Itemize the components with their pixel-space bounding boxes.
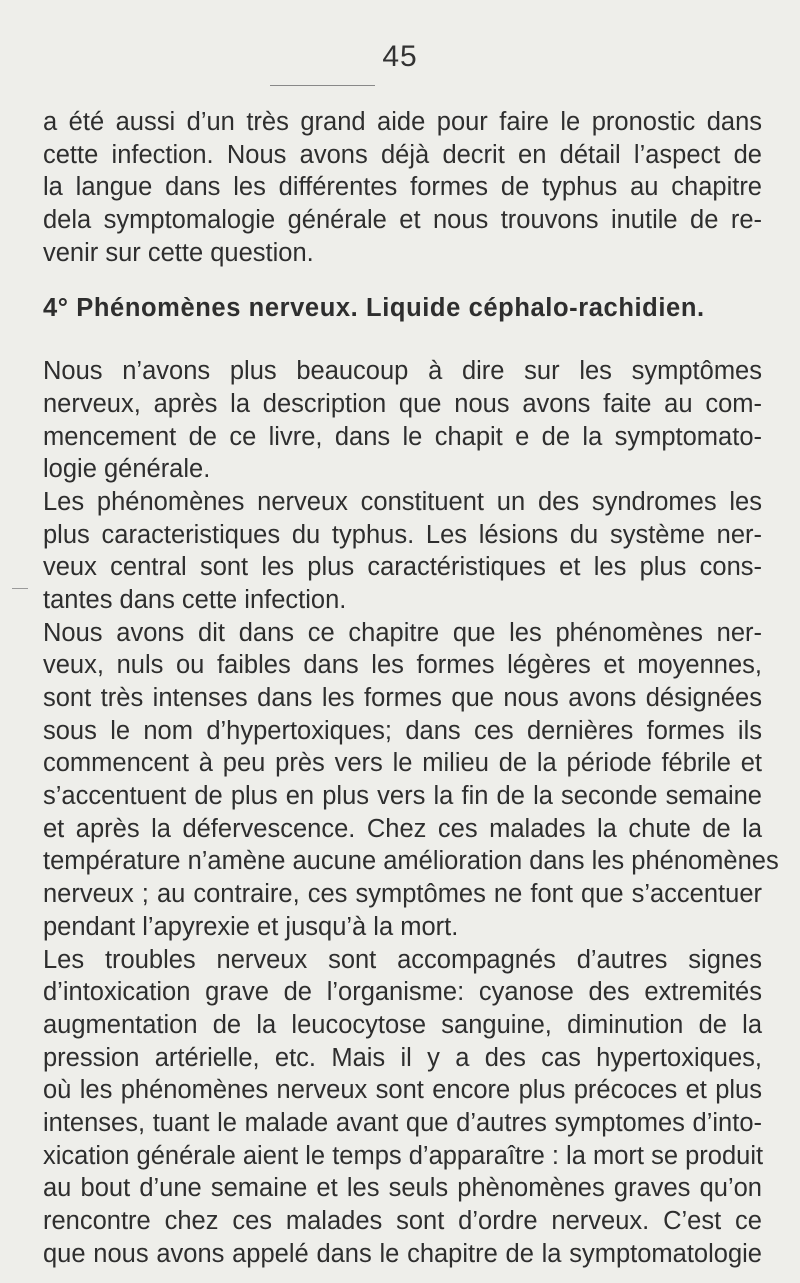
paragraph-intro xyxy=(43,355,762,486)
text-line: veux central sont les plus caractéristiques et les plus cons- xyxy=(43,553,762,582)
text-line: a été aussi d’un très grand aide pour faire le pronostic dans xyxy=(43,108,762,136)
text-line: température n’amène aucune amélioration dans les phénomènes xyxy=(43,847,779,876)
text-line: Nous n’avons plus beaucoup à dire sur les symptômes xyxy=(43,357,762,386)
paragraph-syndromes xyxy=(43,486,762,617)
page-number: 45 xyxy=(382,40,418,73)
text-line: xication générale aient le temps d’apparaître : la mort se produit xyxy=(43,1141,764,1170)
text-line: et après la défervescence. Chez ces malades la chute de la xyxy=(43,814,762,843)
page-number-rule xyxy=(270,85,375,86)
text-line: intenses, tuant le malade avant que d’autres symptomes d’into- xyxy=(43,1108,762,1137)
text-line: au bout d’une semaine et les seuls phènomènes graves qu’on xyxy=(43,1174,762,1203)
text-line: la langue dans les différentes formes de typhus au chapitre xyxy=(43,173,762,202)
text-line: Les phénomènes nerveux constituent un des syndromes les xyxy=(43,487,762,516)
paragraph-hypertoxic-forms xyxy=(43,617,779,944)
text-line: dela symptomalogie générale et nous trouvons inutile de re- xyxy=(43,206,762,235)
text-line: nerveux, après la description que nous avons faite au com- xyxy=(43,389,762,418)
paragraph-intoxication xyxy=(43,944,762,1271)
text-line: nerveux ; au contraire, ces symptômes ne font que s’accentuer xyxy=(43,880,762,909)
margin-mark xyxy=(12,588,28,589)
text-line: que nous avons appelé dans le chapitre de la symptomatologie xyxy=(43,1239,762,1268)
text-line: tantes dans cette infection. xyxy=(43,585,347,614)
text-line: venir sur cette question. xyxy=(43,238,314,267)
text-line: pendant l’apyrexie et jusqu’à la mort. xyxy=(43,912,459,941)
section-heading: 4° Phénomènes nerveux. Liquide céphalo-rachidien. xyxy=(43,294,705,323)
text-line: s’accentuent de plus en plus vers la fin de la seconde semaine xyxy=(43,782,762,811)
text-line: augmentation de la leucocytose sanguine, diminution de la xyxy=(43,1010,762,1039)
text-line: pression artérielle, etc. Mais il y a des cas hypertoxiques, xyxy=(43,1043,762,1072)
text-line: cette infection. Nous avons déjà decrit en détail l’aspect de xyxy=(43,140,762,169)
text-line: mencement de ce livre, dans le chapit e de la symptomato- xyxy=(43,422,762,451)
text-line: Les troubles nerveux sont accompagnés d’autres signes xyxy=(43,945,762,974)
paragraph-continuation xyxy=(43,106,762,269)
text-line: sous le nom d’hypertoxiques; dans ces dernières formes ils xyxy=(43,716,762,745)
text-line: plus caracteristiques du typhus. Les lésions du système ner- xyxy=(43,520,762,549)
text-line: où les phénomènes nerveux sont encore plus précoces et plus xyxy=(43,1076,762,1105)
text-line: commencent à peu près vers le milieu de la période fébrile et xyxy=(43,749,762,778)
text-line: veux, nuls ou faibles dans les formes légères et moyennes, xyxy=(43,651,762,680)
text-line: logie générale. xyxy=(43,455,211,484)
text-line: Nous avons dit dans ce chapitre que les phénomènes ner- xyxy=(43,618,762,647)
text-line: rencontre chez ces malades sont d’ordre nerveux. C’est ce xyxy=(43,1207,762,1235)
text-line: d’intoxication grave de l’organisme: cyanose des extremités xyxy=(43,978,762,1007)
text-line: sont très intenses dans les formes que nous avons désignées xyxy=(43,684,762,712)
body-text xyxy=(43,106,779,1270)
